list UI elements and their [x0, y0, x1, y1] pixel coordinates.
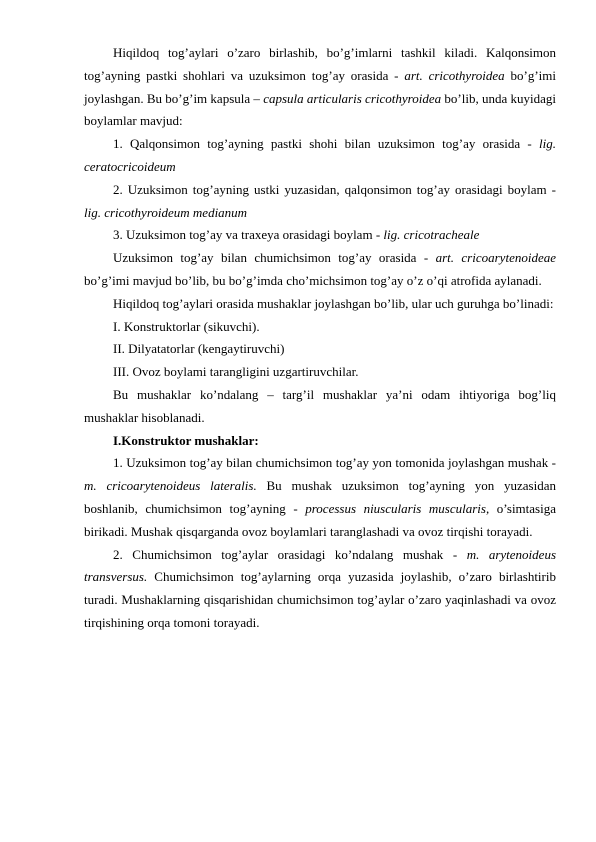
paragraph-transverse-arytenoid	[84, 544, 556, 635]
paragraph-muscle-type: Bu mushaklar ko’ndalang – targ’il mushaklar ya’ni odam ihtiyoriga bog’liq mushaklar hisoblanadi.	[84, 386, 556, 425]
text-span: 3. Uzuksimon tog’ay va traxeya orasidagi boylam -	[113, 227, 384, 243]
text-span: o’simtasiga birikadi. Mushak qisqarganda ovoz boylamlari taranglashadi va ovoz tirqishi torayadi.	[84, 500, 556, 539]
paragraph-lateral-cricoarytenoid	[84, 452, 556, 543]
paragraph-joints-intro	[84, 42, 556, 133]
text-span: bo’g’imi joylashgan. Bu bo’g’im kapsula –	[84, 67, 556, 106]
latin-term: art. cricothyroidea	[404, 67, 505, 83]
latin-term: m. arytenoideus transversus.	[84, 546, 556, 585]
paragraph-muscle-groups: Hiqildoq tog’aylari orasida mushaklar joylashgan bo’lib, ular uch guruhga bo’linadi:	[113, 295, 554, 311]
text-span: Chumichsimon tog’aylarning orqa yuzasida joylashib, o’zaro birlashtirib turadi. Mushaklarning qisqarishidan chumichsimon tog’aylar o’zaro yaqinlashadi va ovoz tirqishining orqa tomoni torayadi.	[84, 569, 556, 630]
latin-term: processus niuscularis muscularis,	[305, 500, 490, 516]
text-span: Uzuksimon tog’ay bilan chumichsimon tog’ay orasida -	[113, 250, 436, 266]
list-item-ligament-2	[84, 179, 556, 225]
text-span: Hiqildoq tog’aylari o’zaro birlashib, bo’g’imlarni tashkil kiladi. Kalqonsimon tog’ayning pastki shohlari va uzuksimon tog’ay orasida -	[84, 45, 556, 83]
list-item-ligament-3	[84, 224, 556, 247]
text-span: 1. Qalqonsimon tog’ayning pastki shohi bilan uzuksimon tog’ay orasida -	[113, 136, 540, 152]
list-item-group-1: I. Konstruktorlar (sikuvchi).	[113, 318, 260, 334]
text-span: 1. Uzuksimon tog’ay bilan chumichsimon tog’ay yon tomonida joylashgan mushak -	[113, 455, 556, 471]
latin-term: capsula articularis cricothyroidea	[263, 90, 442, 106]
latin-term: m. cricoarytenoideus lateralis.	[84, 478, 257, 494]
latin-term: lig. cricotracheale	[383, 227, 480, 243]
paragraph-cricoarytenoid-joint	[84, 247, 556, 293]
text-span: Bu mushak uzuksimon tog’ayning yon yuzasidan boshlanib, chumichsimon tog’ayning -	[84, 478, 556, 516]
list-item-group-2: II. Dilyatatorlar (kengaytiruvchi)	[113, 341, 285, 357]
latin-term: lig. ceratocricoideum	[84, 136, 556, 174]
list-item-group-3: III. Ovoz boylami tarangligini uzgartiruvchilar.	[113, 364, 359, 380]
section-heading: I.Konstruktor mushaklar:	[113, 432, 259, 448]
text-span: 2. Uzuksimon tog’ayning ustki yuzasidan, qalqonsimon tog’ay orasidagi boylam -	[113, 181, 556, 197]
list-item-ligament-1	[84, 133, 556, 179]
latin-term: lig. cricothyroideum medianum	[84, 204, 248, 220]
text-span: 2. Chumichsimon tog’aylar orasidagi ko’ndalang mushak -	[113, 546, 467, 562]
text-span: bo’g’imi mavjud bo’lib, bu bo’g’imda cho’michsimon tog’ay o’z o’qi atrofida aylanadi.	[84, 272, 542, 288]
latin-term: art. cricoarytenoideae	[435, 250, 556, 266]
text-span: bo’lib, unda kuyidagi boylamlar mavjud:	[84, 90, 556, 129]
